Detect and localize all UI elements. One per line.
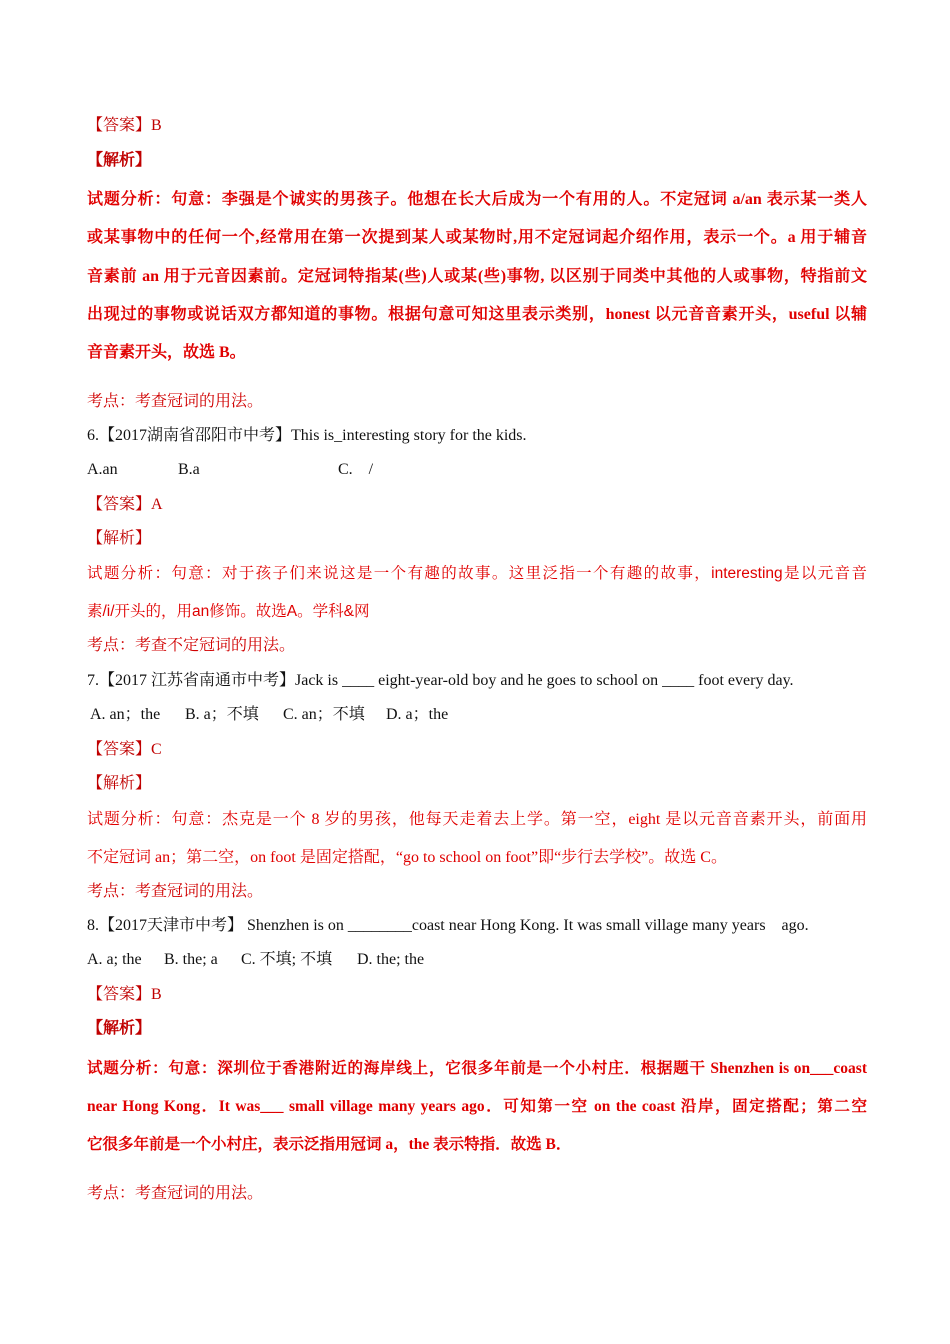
q6-option-c: C. / — [338, 461, 374, 478]
q8-answer: 【答案】B — [87, 986, 162, 1003]
q7-analysis-label: 【解析】 — [87, 775, 152, 792]
q8-analysis-line: 它很多年前是一个小村庄，表示泛指用冠词 a，the 表示特指．故选 B． — [87, 1136, 572, 1153]
q5-analysis-line: 出现过的事物或说话双方都知道的事物。根据句意可知这里表示类别，honest 以元音音素开头，useful 以辅 — [87, 306, 867, 323]
q7-option-b: B. a；不填 — [185, 706, 259, 723]
q7-answer: 【答案】C — [87, 741, 162, 758]
q7-stem: 7.【2017 江苏省南通市中考】Jack is ____ eight-year-old boy and he goes to school on ____ foot every day. — [87, 672, 794, 689]
q7-option-a: A. an；the — [90, 706, 161, 723]
q6-option-b: B.a — [178, 461, 200, 478]
q7-option-d: D. a；the — [386, 706, 449, 723]
q6-stem: 6.【2017湖南省邵阳市中考】This is_interesting story for the kids. — [87, 427, 527, 444]
q6-analysis-label: 【解析】 — [87, 530, 152, 547]
q8-option-a: A. a; the — [87, 951, 142, 968]
q5-answer: 【答案】B — [87, 117, 162, 134]
q6-analysis-line: 素/i/开头的，用an修饰。故选A。学科&网 — [87, 603, 370, 620]
q8-option-d: D. the; the — [357, 951, 425, 968]
q8-analysis-line: 试题分析：句意：深圳位于香港附近的海岸线上，它很多年前是一个小村庄．根据题干 Shenzhen is on___coast — [87, 1060, 867, 1077]
q5-point: 考点：考查冠词的用法。 — [87, 393, 264, 410]
q5-analysis-line: 或某事物中的任何一个,经常用在第一次提到某人或某物时,用不定冠词起介绍作用，表示一个。a 用于辅音 — [87, 229, 867, 246]
q8-option-c: C. 不填; 不填 — [241, 951, 333, 968]
q5-analysis-line: 音素前 an 用于元音因素前。定冠词特指某(些)人或某(些)事物, 以区别于同类中其他的人或事物，特指前文 — [87, 268, 867, 285]
q6-analysis-line: 试题分析：句意：对于孩子们来说这是一个有趣的故事。这里泛指一个有趣的故事，interesting是以元音音 — [87, 565, 867, 582]
q6-answer: 【答案】A — [87, 496, 163, 513]
q5-analysis-line: 音音素开头，故选 B。 — [87, 344, 246, 361]
q8-analysis-label: 【解析】 — [87, 1020, 152, 1037]
q7-analysis-line: 试题分析：句意：杰克是一个 8 岁的男孩，他每天走着去上学。第一空，eight 是以元音音素开头，前面用 — [87, 811, 867, 828]
q7-point: 考点：考查冠词的用法。 — [87, 883, 264, 900]
q6-option-a: A.an — [87, 461, 118, 478]
q8-point: 考点：考查冠词的用法。 — [87, 1185, 264, 1202]
q7-analysis-line: 不定冠词 an；第二空，on foot 是固定搭配，“go to school on foot”即“步行去学校”。故选 C。 — [87, 849, 727, 866]
q5-analysis-line: 试题分析：句意：李强是个诚实的男孩子。他想在长大后成为一个有用的人。不定冠词 a/an 表示某一类人 — [87, 191, 867, 208]
q5-analysis-label: 【解析】 — [87, 152, 152, 169]
q8-analysis-line: near Hong Kong．It was___ small village many years ago．可知第一空 on the coast 沿岸，固定搭配；第二空 — [87, 1098, 867, 1115]
q8-stem: 8.【2017天津市中考】 Shenzhen is on ________coast near Hong Kong. It was small village many years ago. — [87, 917, 809, 934]
q8-option-b: B. the; a — [164, 951, 218, 968]
q7-option-c: C. an；不填 — [283, 706, 365, 723]
q6-point: 考点：考查不定冠词的用法。 — [87, 637, 296, 654]
